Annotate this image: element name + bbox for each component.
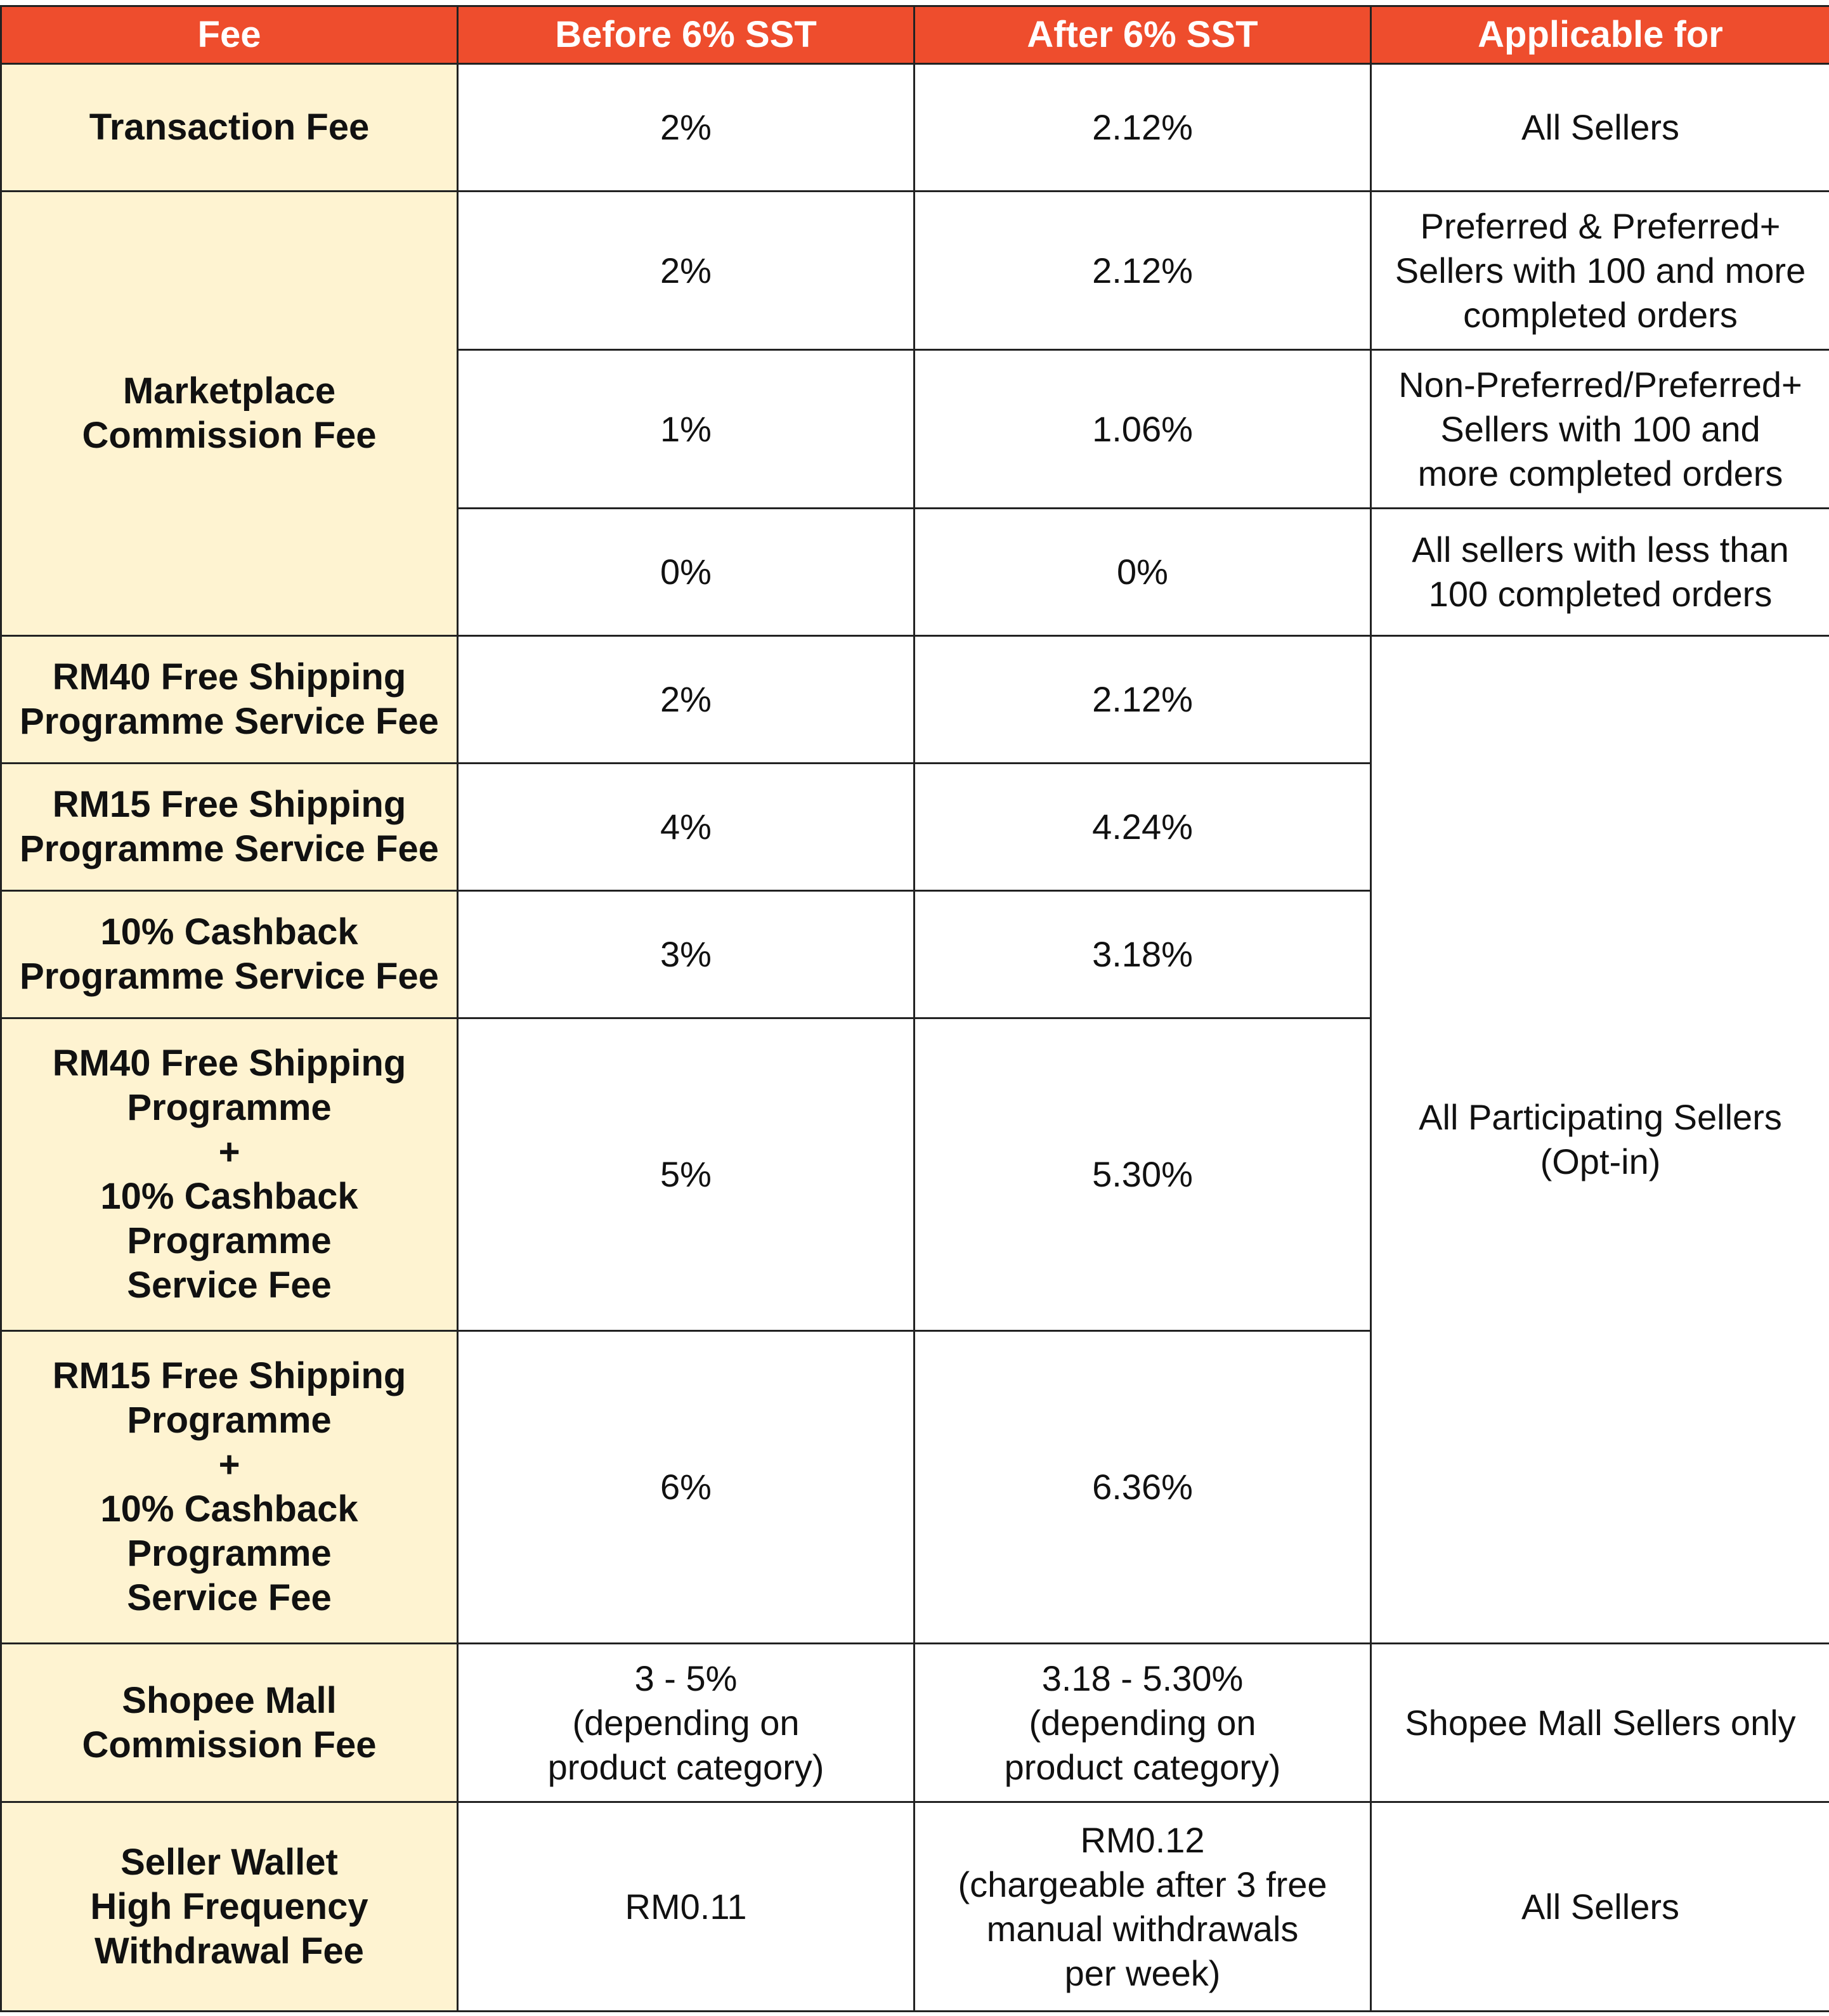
fee-name: 10% Cashback Programme Service Fee [1,891,458,1018]
before-value: 6% [458,1331,915,1644]
fee-name: Marketplace Commission Fee [1,192,458,636]
fee-name: RM15 Free Shipping Programme + 10% Cashback Programme Service Fee [1,1331,458,1644]
after-value: 4.24% [915,764,1371,891]
header-fee: Fee [1,6,458,64]
after-value: 1.06% [915,350,1371,509]
after-value: 3.18% [915,891,1371,1018]
before-value: 3% [458,891,915,1018]
after-value: RM0.12 (chargeable after 3 free manual withdrawals per week) [915,1802,1371,2012]
fee-name: Transaction Fee [1,64,458,192]
applicable-value: Preferred & Preferred+ Sellers with 100 and more completed orders [1371,192,1829,350]
applicable-value: All Participating Sellers (Opt-in) [1371,636,1829,1644]
fee-table [0,5,1829,2012]
after-value: 2.12% [915,192,1371,350]
applicable-value: Shopee Mall Sellers only [1371,1644,1829,1802]
before-value: 2% [458,192,915,350]
before-value: 0% [458,509,915,636]
table-row [1,1644,1829,1802]
after-value: 2.12% [915,636,1371,764]
applicable-value: All Sellers [1371,64,1829,192]
fee-name: RM40 Free Shipping Programme + 10% Cashback Programme Service Fee [1,1018,458,1331]
header-after-sst: After 6% SST [915,6,1371,64]
after-value: 6.36% [915,1331,1371,1644]
table-row [1,1802,1829,2012]
applicable-value: All Sellers [1371,1802,1829,2012]
after-value: 0% [915,509,1371,636]
after-value: 5.30% [915,1018,1371,1331]
fee-name: RM15 Free Shipping Programme Service Fee [1,764,458,891]
before-value: 2% [458,64,915,192]
before-value: 2% [458,636,915,764]
header-row [1,6,1829,64]
after-value: 3.18 - 5.30% (depending on product category) [915,1644,1371,1802]
table-row [1,64,1829,192]
before-value: 3 - 5% (depending on product category) [458,1644,915,1802]
applicable-value: Non-Preferred/Preferred+ Sellers with 100 and more completed orders [1371,350,1829,509]
applicable-value: All sellers with less than 100 completed orders [1371,509,1829,636]
table-row [1,636,1829,764]
fee-name: RM40 Free Shipping Programme Service Fee [1,636,458,764]
before-value: 1% [458,350,915,509]
before-value: RM0.11 [458,1802,915,2012]
fee-name: Shopee Mall Commission Fee [1,1644,458,1802]
table-row [1,192,1829,350]
fee-name: Seller Wallet High Frequency Withdrawal Fee [1,1802,458,2012]
header-before-sst: Before 6% SST [458,6,915,64]
before-value: 4% [458,764,915,891]
after-value: 2.12% [915,64,1371,192]
before-value: 5% [458,1018,915,1331]
header-applicable: Applicable for [1371,6,1829,64]
